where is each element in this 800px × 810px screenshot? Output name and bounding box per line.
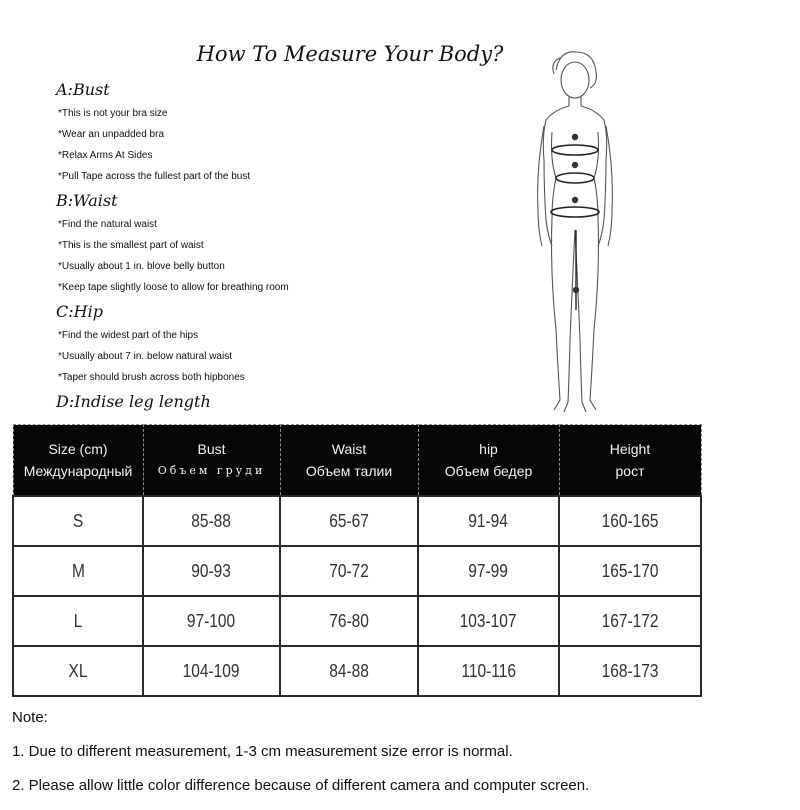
table-cell-waist <box>280 646 418 696</box>
header-line-ru: Международный <box>23 463 133 479</box>
guide-bullet: *Usually about 7 in. below natural waist <box>58 351 232 362</box>
cell-value: 167-172 <box>601 610 659 631</box>
cell-value: 70-72 <box>329 560 369 581</box>
table-row <box>13 496 701 546</box>
cell-value: XL <box>68 660 88 681</box>
header-line-ru: Объем бедер <box>444 463 533 479</box>
note-item: 2. Please allow little color difference because of different camera and computer screen. <box>12 777 590 794</box>
cell-value: 110-116 <box>461 660 516 681</box>
guide-bullet: *Pull Tape across the fullest part of the bust <box>58 171 251 182</box>
note-item: 1. Due to different measurement, 1-3 cm measurement size error is normal. <box>12 743 513 760</box>
cell-value: 84-88 <box>329 660 369 681</box>
cell-value: 97-100 <box>187 610 236 631</box>
table-cell-height <box>559 546 701 596</box>
cell-value: S <box>72 510 84 531</box>
cell-value: 168-173 <box>601 660 659 681</box>
table-row <box>13 546 701 596</box>
table-header-row <box>13 425 701 497</box>
guide-bullet: *Find the natural waist <box>58 219 157 230</box>
notes-label: Note: <box>12 709 48 726</box>
header-height <box>559 425 701 497</box>
table-cell-bust <box>143 496 280 546</box>
cell-value: 160-165 <box>601 510 659 531</box>
table-cell-height <box>559 596 701 646</box>
cell-value: 90-93 <box>191 560 232 581</box>
table-row <box>13 646 701 696</box>
cell-value: 104-109 <box>183 660 240 681</box>
table-cell-waist <box>280 596 418 646</box>
cell-value: 103-107 <box>460 610 517 631</box>
guide-bullet: *This is the smallest part of waist <box>58 240 204 251</box>
cell-value: M <box>71 560 85 581</box>
guide-bullet: *Wear an unpadded bra <box>58 129 165 140</box>
size-chart-table <box>12 424 702 697</box>
header-line: Height <box>609 441 651 457</box>
section-heading-hip: C:Hip <box>56 302 103 321</box>
body-figure-illustration <box>520 40 630 420</box>
header-line: Waist <box>331 441 367 457</box>
header-line-ru: Объем груди <box>157 464 266 477</box>
table-cell-bust <box>143 596 280 646</box>
table-cell-size <box>13 496 143 546</box>
cell-value: 65-67 <box>329 510 369 531</box>
guide-bullet: *Find the widest part of the hips <box>58 330 199 341</box>
table-cell-hip <box>418 496 559 546</box>
table-cell-size <box>13 646 143 696</box>
cell-value: 91-94 <box>468 510 509 531</box>
cell-value: L <box>73 610 83 631</box>
notes-section <box>12 708 792 810</box>
table-cell-size <box>13 596 143 646</box>
cell-value: 76-80 <box>329 610 369 631</box>
table-cell-height <box>559 496 701 546</box>
table-cell-size <box>13 546 143 596</box>
header-line: Size (cm) <box>48 441 108 457</box>
header-hip <box>418 425 559 497</box>
guide-bullet: *Usually about 1 in. blove belly button <box>58 261 225 272</box>
measure-guide <box>52 76 352 415</box>
guide-bullet: *Keep tape slightly loose to allow for breathing room <box>58 282 289 293</box>
cell-value: 165-170 <box>601 560 659 581</box>
table-cell-hip <box>418 546 559 596</box>
cell-value: 97-99 <box>468 560 509 581</box>
table-cell-waist <box>280 546 418 596</box>
table-row <box>13 596 701 646</box>
section-heading-bust: A:Bust <box>56 80 110 99</box>
page-title: How To Measure Your Body? <box>196 42 504 66</box>
header-line: Bust <box>197 441 226 457</box>
guide-bullet: *This is not your bra size <box>58 108 168 119</box>
section-heading-leg-length: D:Indise leg length <box>56 392 211 411</box>
table-cell-bust <box>143 646 280 696</box>
table-cell-height <box>559 646 701 696</box>
section-heading-waist: B:Waist <box>56 191 118 210</box>
cell-value: 85-88 <box>191 510 232 531</box>
header-line: hip <box>479 441 498 457</box>
header-line-ru: Объем талии <box>305 463 393 479</box>
header-size <box>13 425 143 497</box>
table-cell-bust <box>143 546 280 596</box>
table-cell-waist <box>280 496 418 546</box>
header-waist <box>280 425 418 497</box>
table-cell-hip <box>418 646 559 696</box>
header-line-ru: рост <box>615 463 645 479</box>
guide-bullet: *Taper should brush across both hipbones <box>58 372 245 383</box>
table-cell-hip <box>418 596 559 646</box>
header-bust <box>143 425 280 497</box>
guide-bullet: *Relax Arms At Sides <box>58 150 153 161</box>
